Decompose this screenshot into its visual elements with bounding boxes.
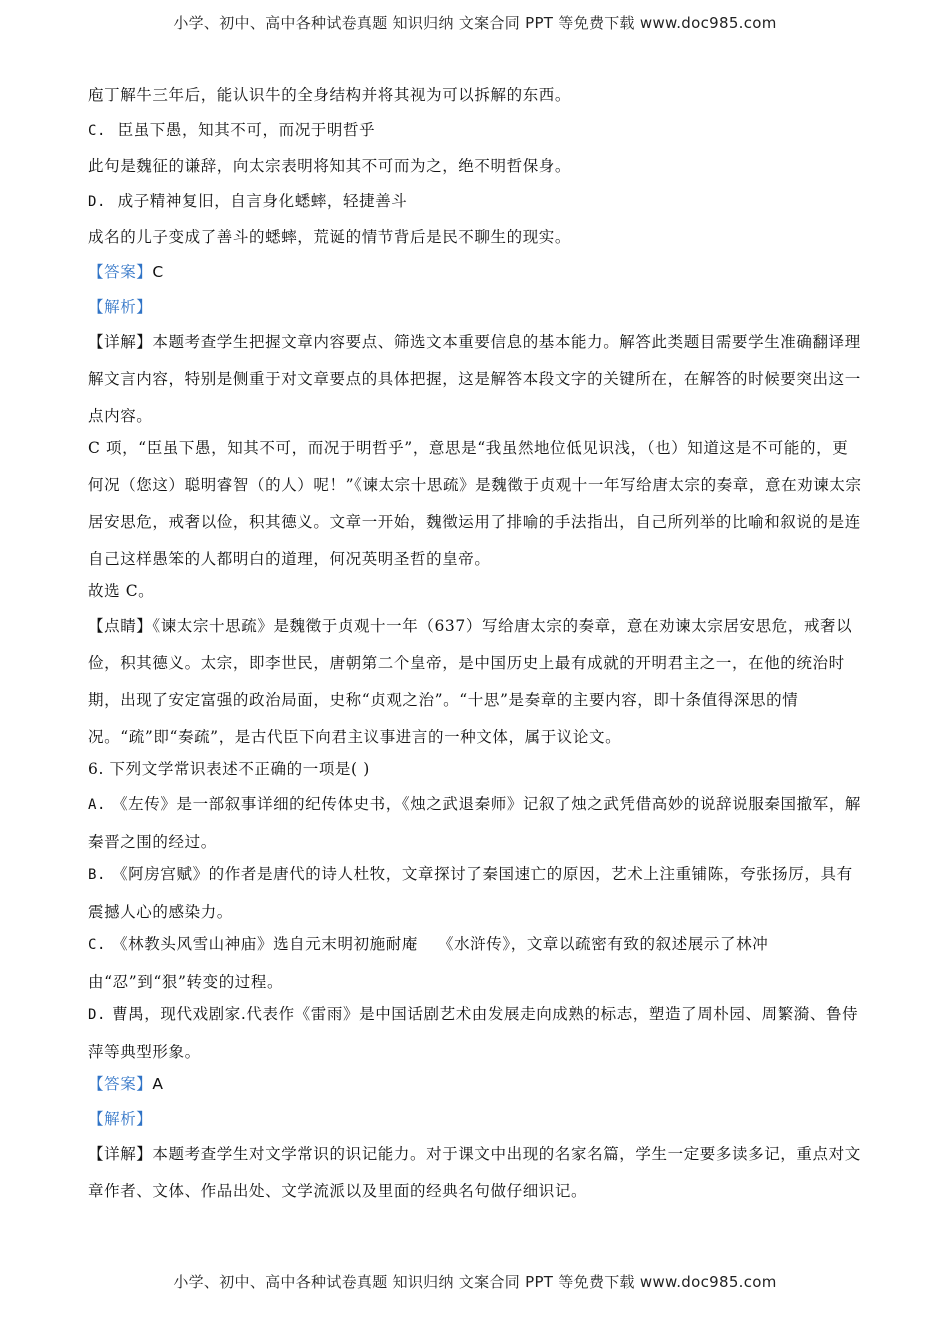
q6-option-c-text-1: 《林教头风雪山神庙》选自元末明初施耐庵	[112, 935, 418, 953]
answer-2	[88, 1072, 863, 1097]
option-d-explain: 成名的儿子变成了善斗的蟋蟀，荒诞的情节背后是民不聊生的现实。	[88, 228, 572, 246]
detail-1	[88, 324, 863, 435]
q6-option-a-text: 《左传》是一部叙事详细的纪传体史书，《烛之武退秦师》记叙了烛之武凭借高妙的说辞说服秦国撤军，解秦晋之围的经过。	[88, 795, 862, 851]
q6-option-c-label: C.	[88, 937, 107, 953]
document-body	[88, 83, 863, 1211]
q6-option-b-label: B.	[88, 867, 107, 883]
answer-2-tag: 【答案】	[88, 1075, 153, 1093]
q6-option-b-text: 《阿房宫赋》的作者是唐代的诗人杜牧，文章探讨了秦国速亡的原因，艺术上注重铺陈，夸张扬厉，具有震撼人心的感染力。	[88, 865, 853, 921]
analysis-1-tag: 【解析】	[88, 298, 153, 316]
point-tag: 【点睛】	[88, 617, 153, 635]
detail-2-tag: 【详解】	[88, 1145, 153, 1163]
q6-option-a	[88, 786, 863, 861]
point-text: 《谏太宗十思疏》是魏徵于贞观十一年（637）写给唐太宗的奏章，意在劝谏太宗居安思危，戒奢以俭，积其德义。太宗，即李世民，唐朝第二个皇帝，是中国历史上最有成就的开明君主之一，在他的统治时期，出现了安定富强的政治局面，史称“贞观之治”。“十思”是奏章的主要内容，即十条值得深思的情况。“疏”即“奏疏”，是古代臣下向君主议事进言的一种文体，属于议论文。	[88, 617, 853, 746]
page-header: 小学、初中、高中各种试卷真题 知识归纳 文案合同 PPT 等免费下载 www.doc985.com	[173, 14, 777, 32]
detail-1-tag: 【详解】	[88, 333, 153, 351]
answer-1	[88, 260, 863, 285]
analysis-2-tag: 【解析】	[88, 1110, 153, 1128]
q6-option-d-text: 曹禺，现代戏剧家.代表作《雷雨》是中国话剧艺术由发展走向成熟的标志，塑造了周朴园、周繁漪、鲁侍萍等典型形象。	[88, 1005, 859, 1061]
option-c-label: C.	[88, 123, 107, 139]
answer-1-value: C	[152, 263, 164, 281]
option-d-text: 成子精神复旧，自言身化蟋蟀，轻捷善斗	[117, 192, 408, 210]
q6-option-c-text-2: 《水浒传》，文章以疏密有致的叙述展示了林冲	[437, 935, 769, 953]
q6-option-a-label: A.	[88, 797, 107, 813]
q6-option-c	[88, 926, 863, 1001]
question-6: 6. 下列文学常识表述不正确的一项是( )	[88, 760, 370, 778]
page-footer: 小学、初中、高中各种试卷真题 知识归纳 文案合同 PPT 等免费下载 www.doc985.com	[173, 1273, 777, 1291]
option-c	[88, 118, 863, 144]
answer-2-value: A	[152, 1075, 164, 1093]
choose-1: 故选 C。	[88, 582, 155, 600]
q6-option-c-text-3: 由“忍”到“狠”转变的过程。	[88, 973, 284, 991]
q6-option-d	[88, 996, 863, 1071]
paragraph-a-explain: 庖丁解牛三年后，能认识牛的全身结构并将其视为可以拆解的东西。	[88, 86, 572, 104]
analysis-1	[88, 295, 863, 320]
option-c-explain: 此句是魏征的谦辞，向太宗表明将知其不可而为之，绝不明哲保身。	[88, 157, 572, 175]
detail-2-text: 本题考查学生对文学常识的识记能力。对于课文中出现的名家名篇，学生一定要多读多记，重点对文章作者、文体、作品出处、文学流派以及里面的经典名句做仔细识记。	[88, 1145, 861, 1200]
point	[88, 608, 863, 756]
option-d-label: D.	[88, 194, 107, 210]
q6-option-b	[88, 856, 863, 931]
option-c-text: 臣虽下愚，知其不可，而况于明哲乎	[117, 121, 376, 139]
option-d	[88, 189, 863, 215]
analysis-2	[88, 1107, 863, 1132]
option-c-analysis: C 项，“臣虽下愚，知其不可，而况于明哲乎”，意思是“我虽然地位低见识浅，（也）知道这是不可能的，更何况（您这）聪明睿智（的人）呢！”《谏太宗十思疏》是魏徵于贞观十一年写给唐太宗的奏章，意在劝谏太宗居安思危，戒奢以俭，积其德义。文章一开始，魏徵运用了排喻的手法指出，自己所列举的比喻和叙说的是连自己这样愚笨的人都明白的道理，何况英明圣哲的皇帝。	[88, 439, 862, 568]
detail-1-text: 本题考查学生把握文章内容要点、筛选文本重要信息的基本能力。解答此类题目需要学生准确翻译理解文言内容，特别是侧重于对文章要点的具体把握，这是解答本段文字的关键所在，在解答的时候要突出这一点内容。	[88, 333, 861, 425]
answer-1-tag: 【答案】	[88, 263, 153, 281]
q6-option-d-label: D.	[88, 1007, 107, 1023]
detail-2	[88, 1136, 863, 1210]
